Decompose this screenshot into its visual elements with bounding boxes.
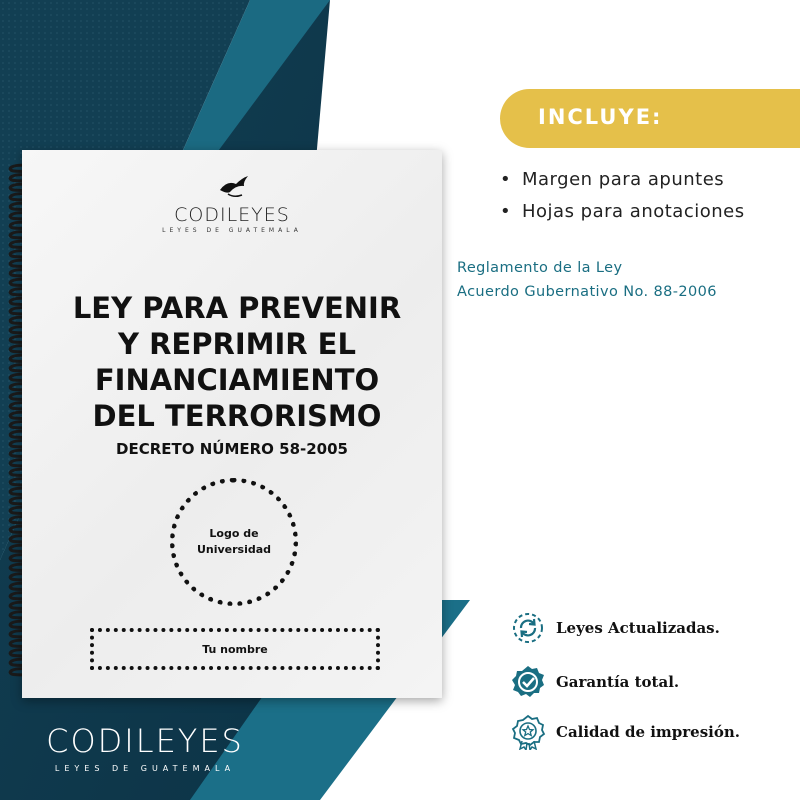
- includes-list: [500, 166, 745, 230]
- feature-label: Garantía total.: [556, 673, 680, 691]
- includes-heading: INCLUYE:: [538, 105, 663, 129]
- university-logo-placeholder: [170, 478, 298, 606]
- notebook-brand-sub: LEYES DE GUATEMALA: [162, 227, 302, 234]
- list-item: • Hojas para anotaciones: [500, 198, 745, 230]
- reglamento-info: [457, 256, 717, 304]
- feature-print-quality: [510, 712, 740, 752]
- name-placeholder-label: Tu nombre: [202, 642, 268, 656]
- reglamento-line: Acuerdo Gubernativo No. 88-2006: [457, 284, 717, 300]
- footer-brand-sub: LEYES DE GUATEMALA: [54, 764, 236, 773]
- codileyes-bird-icon: [22, 172, 442, 200]
- includes-banner: [500, 89, 800, 148]
- footer-brand: CODILEYES: [46, 722, 244, 760]
- reglamento-line: Reglamento de la Ley: [457, 260, 623, 276]
- notebook-title: [42, 290, 432, 434]
- list-item: • Margen para apuntes: [500, 166, 745, 198]
- quality-badge-icon: [510, 714, 546, 750]
- title-line: Y REPRIMIR EL: [118, 327, 356, 361]
- decree-number: DECRETO NÚMERO 58-2005: [116, 440, 348, 458]
- name-placeholder: [90, 628, 380, 670]
- notebook-cover: [22, 150, 442, 698]
- notebook-brand: CODILEYES: [174, 204, 290, 226]
- check-badge-icon: [510, 664, 546, 700]
- title-line: DEL TERRORISMO: [92, 399, 382, 433]
- university-logo-label: Logo de Universidad: [196, 527, 272, 556]
- title-line: LEY PARA PREVENIR: [72, 291, 402, 325]
- feature-guarantee: [510, 662, 679, 702]
- feature-label: Leyes Actualizadas.: [556, 619, 720, 637]
- feature-label: Calidad de impresión.: [556, 723, 741, 741]
- refresh-icon: [510, 610, 546, 646]
- feature-updated-laws: [510, 608, 720, 648]
- title-line: FINANCIAMIENTO: [94, 363, 380, 397]
